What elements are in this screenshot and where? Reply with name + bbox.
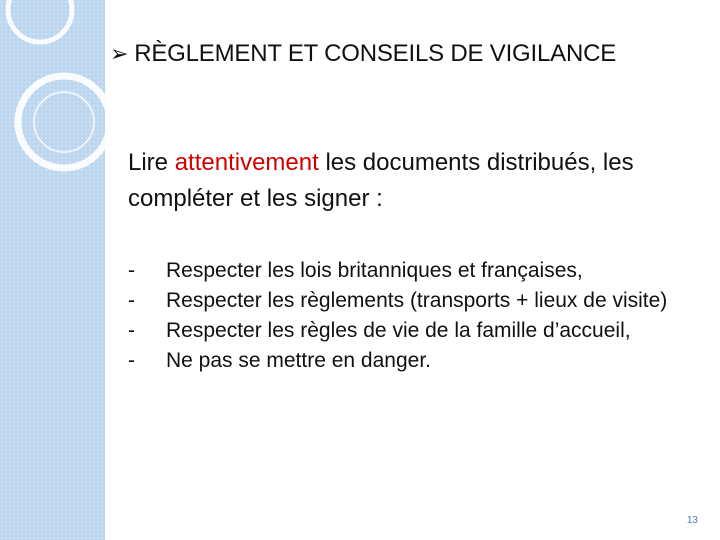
rules-list: [128, 256, 688, 376]
list-item-text: Ne pas se mettre en danger.: [166, 349, 431, 372]
list-item: [128, 316, 688, 346]
decorative-circle-top: [8, 0, 72, 42]
arrow-bullet-icon: ➢: [110, 41, 129, 66]
slide-title-text: RÈGLEMENT ET CONSEILS DE VIGILANCE: [134, 40, 617, 67]
page-number: 13: [686, 515, 698, 526]
list-item-text: Respecter les règlements (transports + lieux de visite): [166, 289, 668, 312]
intro-text-start: Lire: [128, 149, 175, 176]
decorative-circles: [0, 0, 110, 200]
intro-text-end: les documents distribués, les compléter et les signer :: [128, 149, 634, 212]
intro-highlight: attentivement: [174, 149, 319, 176]
dash-bullet-icon: -: [128, 319, 135, 342]
list-item-text: Respecter les règles de vie de la famille d’accueil,: [166, 319, 631, 342]
list-item-text: Respecter les lois britanniques et françaises,: [166, 259, 583, 282]
decorative-circle-inner: [34, 92, 94, 152]
slide-title: [110, 40, 616, 68]
list-item: [128, 256, 688, 286]
dash-bullet-icon: -: [128, 289, 135, 312]
dash-bullet-icon: -: [128, 349, 135, 372]
list-item: [128, 286, 688, 316]
intro-paragraph: [128, 145, 668, 217]
dash-bullet-icon: -: [128, 259, 135, 282]
decorative-circle-bottom: [18, 76, 110, 168]
list-item: [128, 346, 688, 376]
